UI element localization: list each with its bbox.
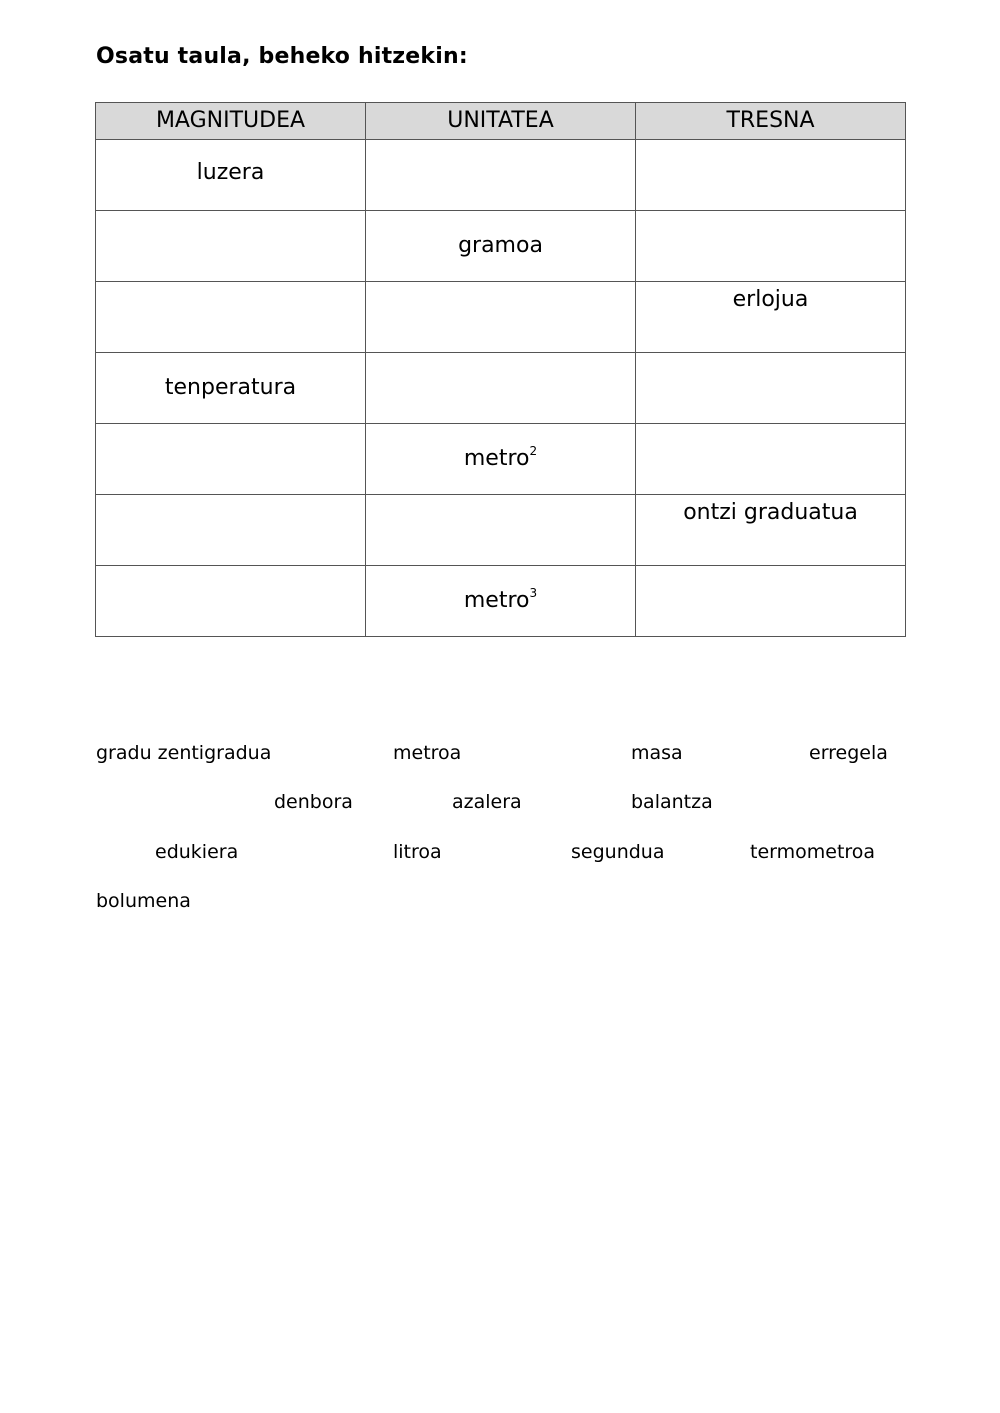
word-bank-item[interactable]: segundua [571, 841, 665, 863]
word-bank-item[interactable]: erregela [809, 742, 888, 764]
table-row [96, 353, 906, 424]
header-magnitudea: MAGNITUDEA [96, 103, 366, 140]
word-bank-item[interactable]: masa [631, 742, 683, 764]
header-tresna: TRESNA [636, 103, 906, 140]
cell-unitatea[interactable] [366, 282, 636, 353]
cell-unitatea[interactable] [366, 211, 636, 282]
unit-text: metro [463, 588, 530, 613]
magnitude-table [95, 102, 906, 637]
unit-exponent: 3 [529, 585, 538, 600]
cell-unitatea[interactable] [366, 566, 636, 637]
cell-magnitudea[interactable] [96, 140, 366, 211]
cell-text: luzera [196, 160, 265, 185]
word-bank-item[interactable]: edukiera [155, 841, 239, 863]
cell-unitatea[interactable] [366, 424, 636, 495]
unit-exponent: 2 [529, 443, 538, 458]
cell-text: ontzi graduatua [683, 500, 858, 525]
table-row [96, 424, 906, 495]
cell-unitatea[interactable] [366, 353, 636, 424]
cell-magnitudea[interactable] [96, 566, 366, 637]
table-header-row [96, 103, 906, 140]
cell-text: gramoa [458, 233, 543, 258]
header-unitatea: UNITATEA [366, 103, 636, 140]
unit-text: metro [463, 446, 530, 471]
cell-magnitudea[interactable] [96, 424, 366, 495]
table-row [96, 495, 906, 566]
cell-magnitudea[interactable] [96, 211, 366, 282]
cell-tresna[interactable] [636, 353, 906, 424]
word-bank-item[interactable]: balantza [631, 791, 713, 813]
worksheet-title: Osatu taula, beheko hitzekin: [96, 44, 468, 69]
cell-tresna[interactable] [636, 495, 906, 566]
word-bank-item[interactable]: metroa [393, 742, 462, 764]
cell-text: tenperatura [164, 375, 297, 400]
cell-text [366, 585, 635, 613]
cell-tresna[interactable] [636, 282, 906, 353]
cell-magnitudea[interactable] [96, 282, 366, 353]
word-bank-item[interactable]: denbora [274, 791, 353, 813]
cell-magnitudea[interactable] [96, 495, 366, 566]
table-row [96, 282, 906, 353]
word-bank-item[interactable]: bolumena [96, 890, 191, 912]
cell-unitatea[interactable] [366, 140, 636, 211]
word-bank-item[interactable]: gradu zentigradua [96, 742, 272, 764]
table-row [96, 140, 906, 211]
word-bank-item[interactable]: azalera [452, 791, 522, 813]
word-bank-item[interactable]: litroa [393, 841, 442, 863]
table-row [96, 211, 906, 282]
cell-tresna[interactable] [636, 211, 906, 282]
cell-unitatea[interactable] [366, 495, 636, 566]
cell-tresna[interactable] [636, 140, 906, 211]
table-row [96, 566, 906, 637]
cell-text [366, 443, 635, 471]
cell-text: erlojua [732, 287, 809, 312]
cell-tresna[interactable] [636, 424, 906, 495]
word-bank-item[interactable]: termometroa [750, 841, 876, 863]
cell-tresna[interactable] [636, 566, 906, 637]
cell-magnitudea[interactable] [96, 353, 366, 424]
